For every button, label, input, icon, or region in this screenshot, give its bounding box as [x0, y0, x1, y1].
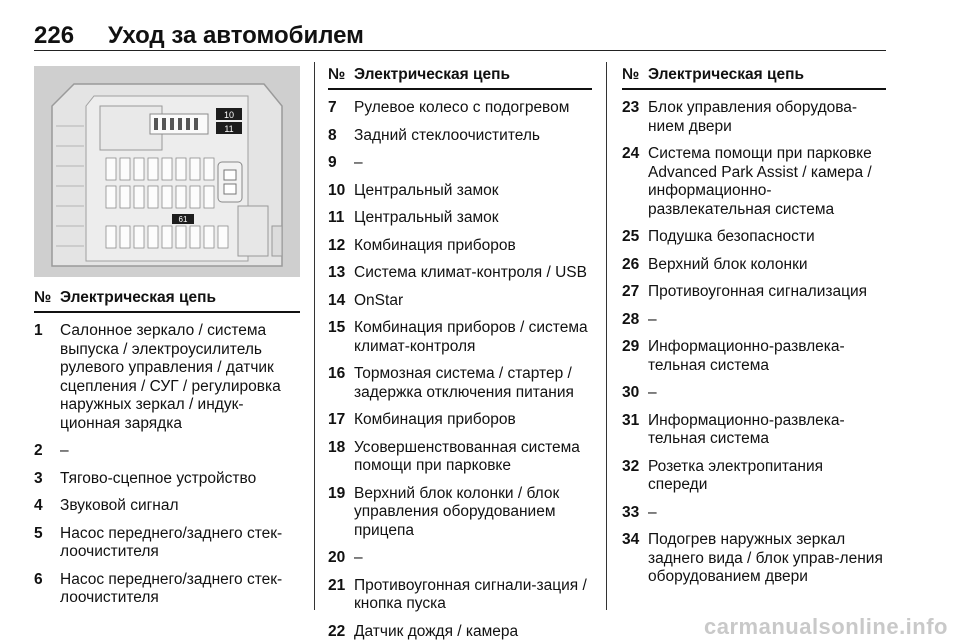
fuse-box-illustration [34, 66, 300, 277]
table-row: 33 – [622, 503, 657, 521]
table-row: 6 Насос переднего/заднего стек-лоочистителя [34, 570, 283, 606]
table-header [34, 289, 300, 313]
table-row: 2 – [34, 442, 69, 459]
page-title: Уход за автомобилем [108, 22, 364, 49]
fuse-label-61: 61 [178, 215, 188, 224]
page-number: 226 [34, 22, 75, 49]
table-row: 28 – [622, 310, 657, 328]
table-row: 30 – [622, 384, 657, 401]
table-row: 5 Насос переднего/заднего стек-лоочистителя [34, 524, 283, 560]
table-row: 32 Розетка электропитания спереди [622, 457, 824, 493]
table-row: 15 Комбинация приборов / система климат-контроля [328, 319, 588, 355]
table-row: 11 Центральный замок [328, 209, 499, 226]
table-row: 24 Система помощи при парковке Advanced Park Assist / камера / информационно-развлекательная система [622, 145, 872, 218]
watermark: carmanualsonline.info [704, 614, 948, 639]
fuse-box-drawing [34, 66, 300, 277]
table-row: 34 Подогрев наружных зеркал заднего вида / блок управ-ления оборудованием двери [622, 531, 883, 585]
fuse-label-10: 10 [223, 110, 235, 120]
circuit-table-col1 [34, 289, 300, 608]
table-row: 8 Задний стеклоочиститель [328, 126, 540, 144]
column-divider-1 [314, 62, 315, 610]
circuit-table-col3 [622, 66, 886, 587]
table-header-num: № [328, 66, 346, 83]
table-header-label: Электрическая цепь [648, 66, 805, 83]
circuit-table-col2 [328, 66, 592, 641]
table-row: 25 Подушка безопасности [622, 228, 815, 245]
table-row: 21 Противоугонная сигнали-зация / кнопка пуска [328, 576, 587, 612]
table-header [622, 66, 886, 90]
column-divider-2 [606, 62, 607, 610]
table-row: 16 Тормозная система / стартер / задержка отключения питания [328, 365, 574, 401]
table-header-label: Электрическая цепь [354, 66, 511, 83]
table-row: 4 Звуковой сигнал [34, 497, 179, 514]
table-row: 19 Верхний блок колонки / блок управления оборудованием прицепа [328, 484, 560, 539]
table-row: 14 OnStar [328, 291, 404, 309]
table-header [328, 66, 592, 90]
table-row: 13 Система климат-контроля / USB [328, 264, 587, 281]
table-row: 29 Информационно-развлека-тельная система [622, 338, 845, 374]
table-header-label: Электрическая цепь [60, 289, 217, 306]
table-row: 9 – [328, 154, 363, 171]
table-row: 31 Информационно-развлека-тельная система [622, 411, 845, 447]
table-row: 10 Центральный замок [328, 181, 499, 199]
table-row: 17 Комбинация приборов [328, 411, 516, 428]
table-row: 7 Рулевое колесо с подогревом [328, 99, 570, 116]
page-header [34, 22, 886, 52]
table-row: 27 Противоугонная сигнализация [622, 283, 868, 300]
table-header-num: № [622, 66, 640, 83]
table-row: 18 Усовершенствованная система помощи при парковке [328, 438, 580, 474]
header-rule [34, 50, 886, 51]
fuse-label-11: 11 [224, 124, 234, 134]
table-row: 22 Датчик дождя / камера [328, 622, 519, 640]
table-row: 3 Тягово-сцепное устройство [34, 469, 257, 487]
table-row: 12 Комбинация приборов [328, 236, 516, 254]
table-row: 23 Блок управления оборудова-нием двери [622, 99, 858, 135]
table-header-num: № [34, 289, 52, 306]
table-row: 20 – [328, 549, 363, 566]
table-row: 26 Верхний блок колонки [622, 255, 808, 273]
table-row: 1 Салонное зеркало / система выпуска / электроусилитель рулевого управления / датчик сцепления / СУГ / регулировка наружных зеркал / индук-ционная зарядка [34, 322, 281, 432]
